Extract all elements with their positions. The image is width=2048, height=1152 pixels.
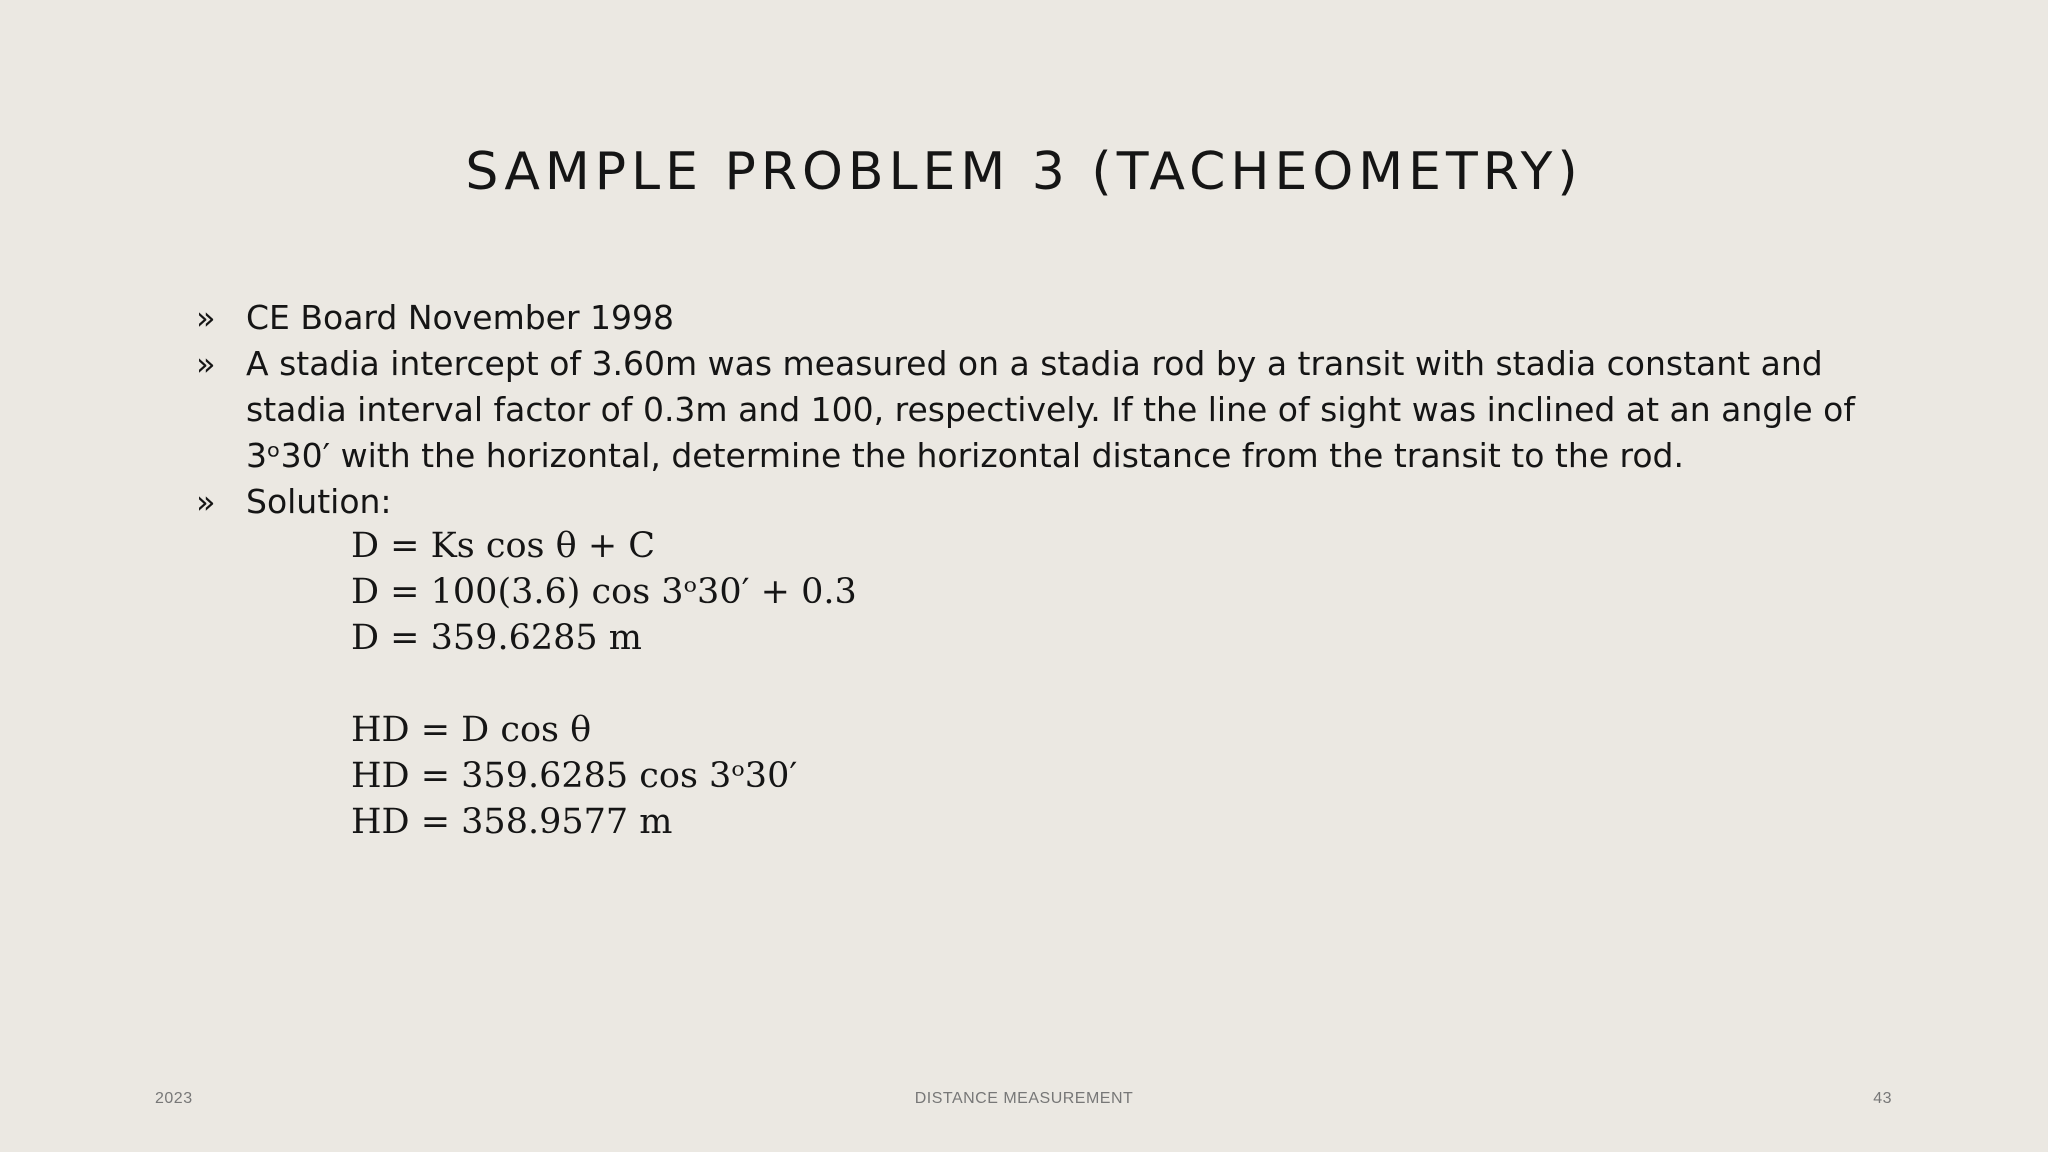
footer-page-number: 43 [1873, 1090, 1892, 1107]
equation-line: D = 359.6285 m [351, 618, 642, 658]
equation-spacer [351, 661, 857, 707]
equation-line: HD = 358.9577 m [351, 802, 673, 842]
solution-equations [351, 523, 857, 845]
bullet-text: Solution: [246, 482, 392, 521]
footer-topic: DISTANCE MEASUREMENT [914, 1090, 1134, 1107]
bullet-icon: » [196, 483, 216, 521]
equation-line: HD = 359.6285 cos 3ᵒ30′ [351, 756, 798, 796]
bullet-icon: » [196, 299, 216, 337]
bullet-text: CE Board November 1998 [246, 298, 675, 337]
equation-line: D = 100(3.6) cos 3ᵒ30′ + 0.3 [351, 572, 857, 612]
bullet-icon: » [196, 345, 216, 383]
equation-line: HD = D cos θ [351, 710, 592, 750]
bullet-item [196, 479, 1876, 525]
slide-title: SAMPLE PROBLEM 3 (TACHEOMETRY) [465, 142, 1583, 202]
bullet-item [196, 341, 1876, 479]
bullet-item [196, 295, 1876, 341]
equation-line: D = Ks cos θ + C [351, 526, 656, 566]
bullet-text: A stadia intercept of 3.60m was measured on a stadia rod by a transit with stadia constant and stadia interval factor of 0.3m and 100, respectively. If the line of sight was inclined at an angle of 3ᵒ30′ with the horizontal, determine the horizontal distance from the transit to the rod. [246, 344, 1855, 475]
bullet-list [196, 295, 1876, 525]
footer-year: 2023 [155, 1090, 193, 1107]
